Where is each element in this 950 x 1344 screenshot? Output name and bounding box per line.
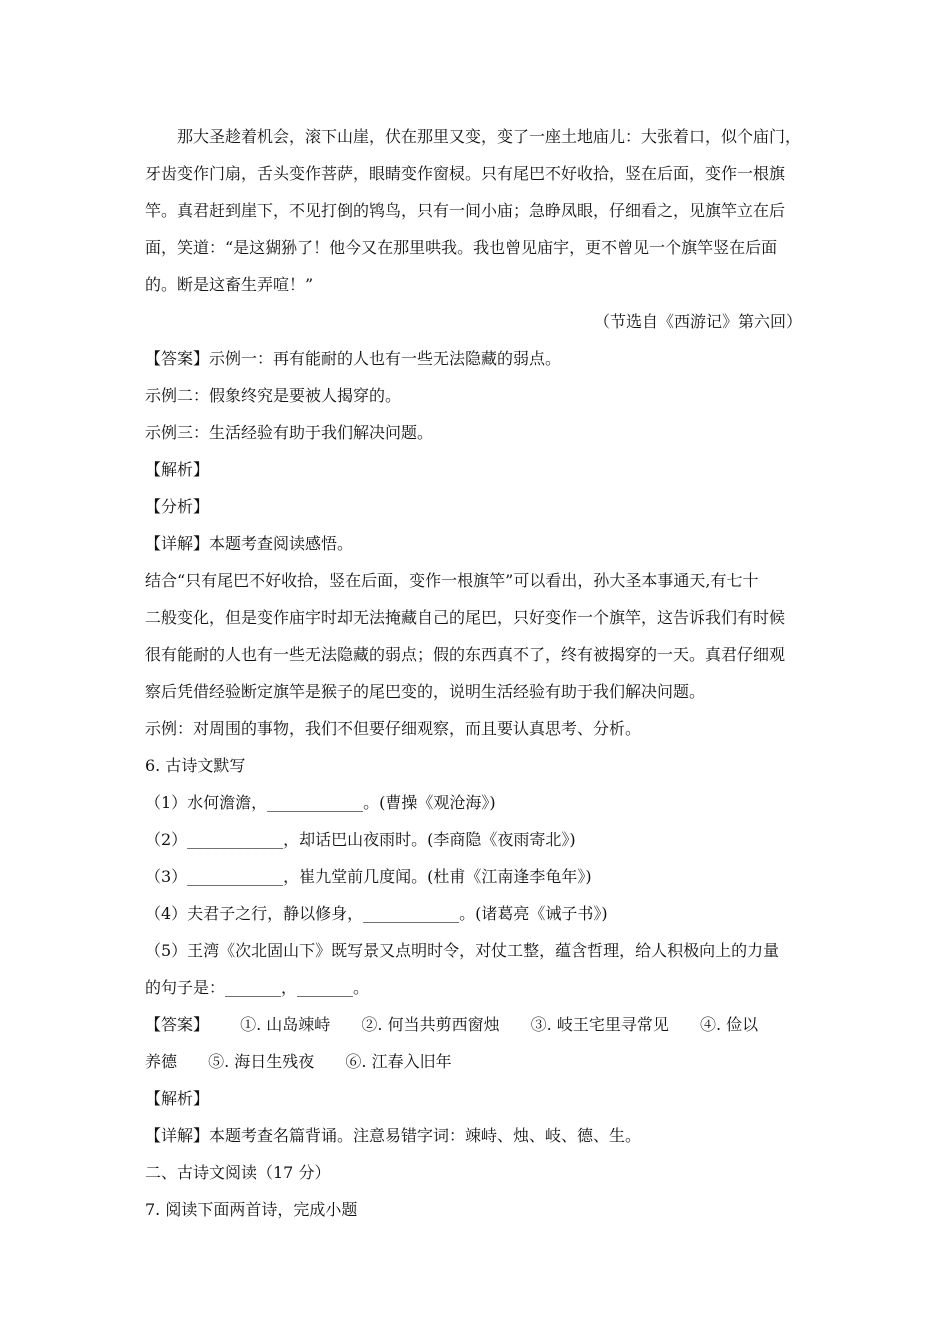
passage-line: 牙齿变作门扇，舌头变作菩萨，眼睛变作窗棂。只有尾巴不好收拾，竖在后面，变作一根旗 xyxy=(145,164,786,183)
q5-fenxi-label: 【分析】 xyxy=(145,497,210,516)
q5-explain-line: 结合“只有尾巴不好收拾，竖在后面，变作一根旗竿”可以看出，孙大圣本事通天,有七十 xyxy=(145,571,759,590)
q6-answer-row xyxy=(145,1043,810,1080)
q5-explain-line: 察后凭借经验断定旗竿是猴子的尾巴变的，说明生活经验有助于我们解决问题。 xyxy=(145,682,706,701)
q7-title: 7. 阅读下面两首诗，完成小题 xyxy=(145,1200,358,1219)
q5-example: 示例：对周围的事物，我们不但要仔细观察，而且要认真思考、分析。 xyxy=(145,719,642,738)
q6-answer-row xyxy=(145,1006,810,1043)
q6-answer-4-start: ④. 俭以 xyxy=(699,1015,759,1034)
q5-example-3: 示例三：生活经验有助于我们解决问题。 xyxy=(145,423,434,442)
q6-answer-1: ①. 山岛竦峙 xyxy=(240,1015,331,1034)
passage-line: 那大圣趁着机会，滚下山崖，伏在那里又变，变了一座土地庙儿：大张着口，似个庙门， xyxy=(177,127,802,146)
document-page xyxy=(145,118,810,1228)
q6-item-4: （4）夫君子之行，静以修身，____________。(诸葛亮《诫子书》) xyxy=(145,904,608,923)
q5-answer: 【答案】示例一：再有能耐的人也有一些无法隐藏的弱点。 xyxy=(145,349,562,368)
q6-answer-2: ②. 何当共剪西窗烛 xyxy=(361,1015,500,1034)
q5-analysis-label: 【解析】 xyxy=(145,460,210,479)
q6-answer-4-end: 养德 xyxy=(145,1052,178,1071)
q5-explain-line: 很有能耐的人也有一些无法隐藏的弱点；假的东西真不了，终有被揭穿的一天。真君仔细观 xyxy=(145,645,786,664)
q5-example-2: 示例二：假象终究是要被人揭穿的。 xyxy=(145,386,402,405)
q5-explain-line: 二般变化，但是变作庙宇时却无法掩藏自己的尾巴，只好变作一个旗竿，这告诉我们有时候 xyxy=(145,608,786,627)
passage-line: 竿。真君赶到崖下，不见打倒的鸨鸟，只有一间小庙；急睁凤眼，仔细看之，见旗竿立在后 xyxy=(145,201,786,220)
q6-answer-label: 【答案】 xyxy=(145,1015,210,1034)
q6-item-3: （3）____________，崔九堂前几度闻。(杜甫《江南逢李龟年》) xyxy=(145,867,592,886)
q6-title: 6. 古诗文默写 xyxy=(145,756,246,775)
q6-answer-5: ⑤. 海日生残夜 xyxy=(208,1052,315,1071)
q5-detail: 【详解】本题考查阅读感悟。 xyxy=(145,534,354,553)
q6-detail: 【详解】本题考查名篇背诵。注意易错字词：竦峙、烛、岐、德、生。 xyxy=(145,1126,642,1145)
q6-answer-6: ⑥. 江春入旧年 xyxy=(345,1052,452,1071)
q6-item-5-line: 的句子是：_______，_______。 xyxy=(145,978,370,997)
q6-item-2: （2）____________，却话巴山夜雨时。(李商隐《夜雨寄北》) xyxy=(145,830,576,849)
q6-item-5-line: （5）王湾《次北固山下》既写景又点明时令，对仗工整，蕴含哲理，给人积极向上的力量 xyxy=(145,941,780,960)
passage-line: 的。断是这畜生弄喧！” xyxy=(145,275,314,294)
q6-item-1: （1）水何澹澹，____________。(曹操《观沧海》) xyxy=(145,793,496,812)
section-2-title: 二、古诗文阅读（17 分） xyxy=(145,1163,331,1182)
passage-line: 面，笑道：“是这猢狲了！他今又在那里哄我。我也曾见庙宇，更不曾见一个旗竿竖在后面 xyxy=(145,238,778,257)
q6-analysis-label: 【解析】 xyxy=(145,1089,210,1108)
q6-answer-3: ③. 岐王宅里寻常见 xyxy=(530,1015,669,1034)
passage-source: （节选自《西游记》第六回） xyxy=(593,312,802,331)
